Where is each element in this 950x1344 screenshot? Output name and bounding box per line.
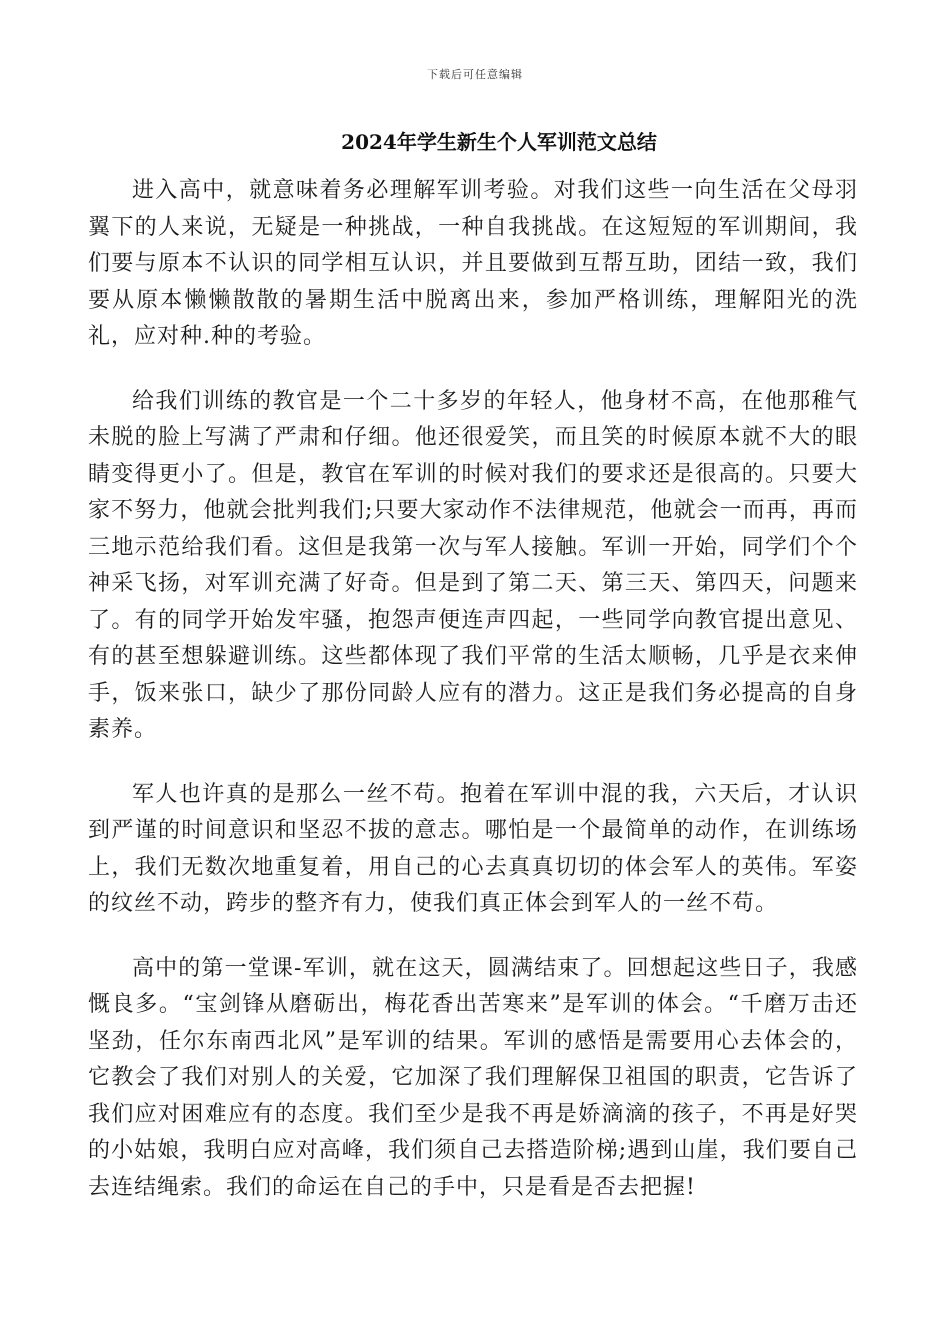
document-title: 2024年学生新生个人军训范文总结 — [341, 130, 657, 154]
paragraph-1: 进入高中，就意味着务必理解军训考验。对我们这些一向生活在父母羽翼下的人来说，无疑是一种挑战，一种自我挑战。在这短短的军训期间，我们要与原本不认识的同学相互认识，并且要做到互帮互助，团结一致，我们要从原本懒懒散散的暑期生活中脱离出来，参加严格训练，理解阳光的洗礼，应对种.种的考验。 — [88, 178, 858, 349]
document-body — [88, 173, 858, 1234]
paragraph-3: 军人也许真的是那么一丝不苟。抱着在军训中混的我，六天后，才认识到严谨的时间意识和坚忍不拔的意志。哪怕是一个最简单的动作，在训练场上，我们无数次地重复着，用自己的心去真真切切的体会军人的英伟。军姿的纹丝不动，跨步的整齐有力，使我们真正体会到军人的一丝不苟。 — [88, 781, 858, 916]
paragraph-4: 高中的第一堂课-军训，就在这天，圆满结束了。回想起这些日子，我感慨良多。“宝剑锋从磨砺出，梅花香出苦寒来”是军训的体会。“千磨万击还坚劲，任尔东南西北风”是军训的结果。军训的感悟是需要用心去体会的，它教会了我们对别人的关爱，它加深了我们理解保卫祖国的职责，它告诉了我们应对困难应有的态度。我们至少是我不再是娇滴滴的孩子，不再是好哭的小姑娘，我明白应对高峰，我们须自己去搭造阶梯;遇到山崖，我们要自己去连结绳索。我们的命运在自己的手中，只是看是否去把握! — [88, 955, 858, 1200]
paragraph-2: 给我们训练的教官是一个二十多岁的年轻人，他身材不高，在他那稚气未脱的脸上写满了严肃和仔细。他还很爱笑，而且笑的时候原本就不大的眼睛变得更小了。但是，教官在军训的时候对我们的要求还是很高的。只要大家不努力，他就会批判我们;只要大家动作不法律规范，他就会一而再，再而三地示范给我们看。这但是我第一次与军人接触。军训一开始，同学们个个神采飞扬，对军训充满了好奇。但是到了第二天、第三天、第四天，问题来了。有的同学开始发牢骚，抱怨声便连声四起，一些同学向教官提出意见、有的甚至想躲避训练。这些都体现了我们平常的生活太顺畅，几乎是衣来伸手，饭来张口，缺少了那份同龄人应有的潜力。这正是我们务必提高的自身素养。 — [88, 388, 858, 742]
header-note: 下载后可任意编辑 — [427, 68, 523, 81]
